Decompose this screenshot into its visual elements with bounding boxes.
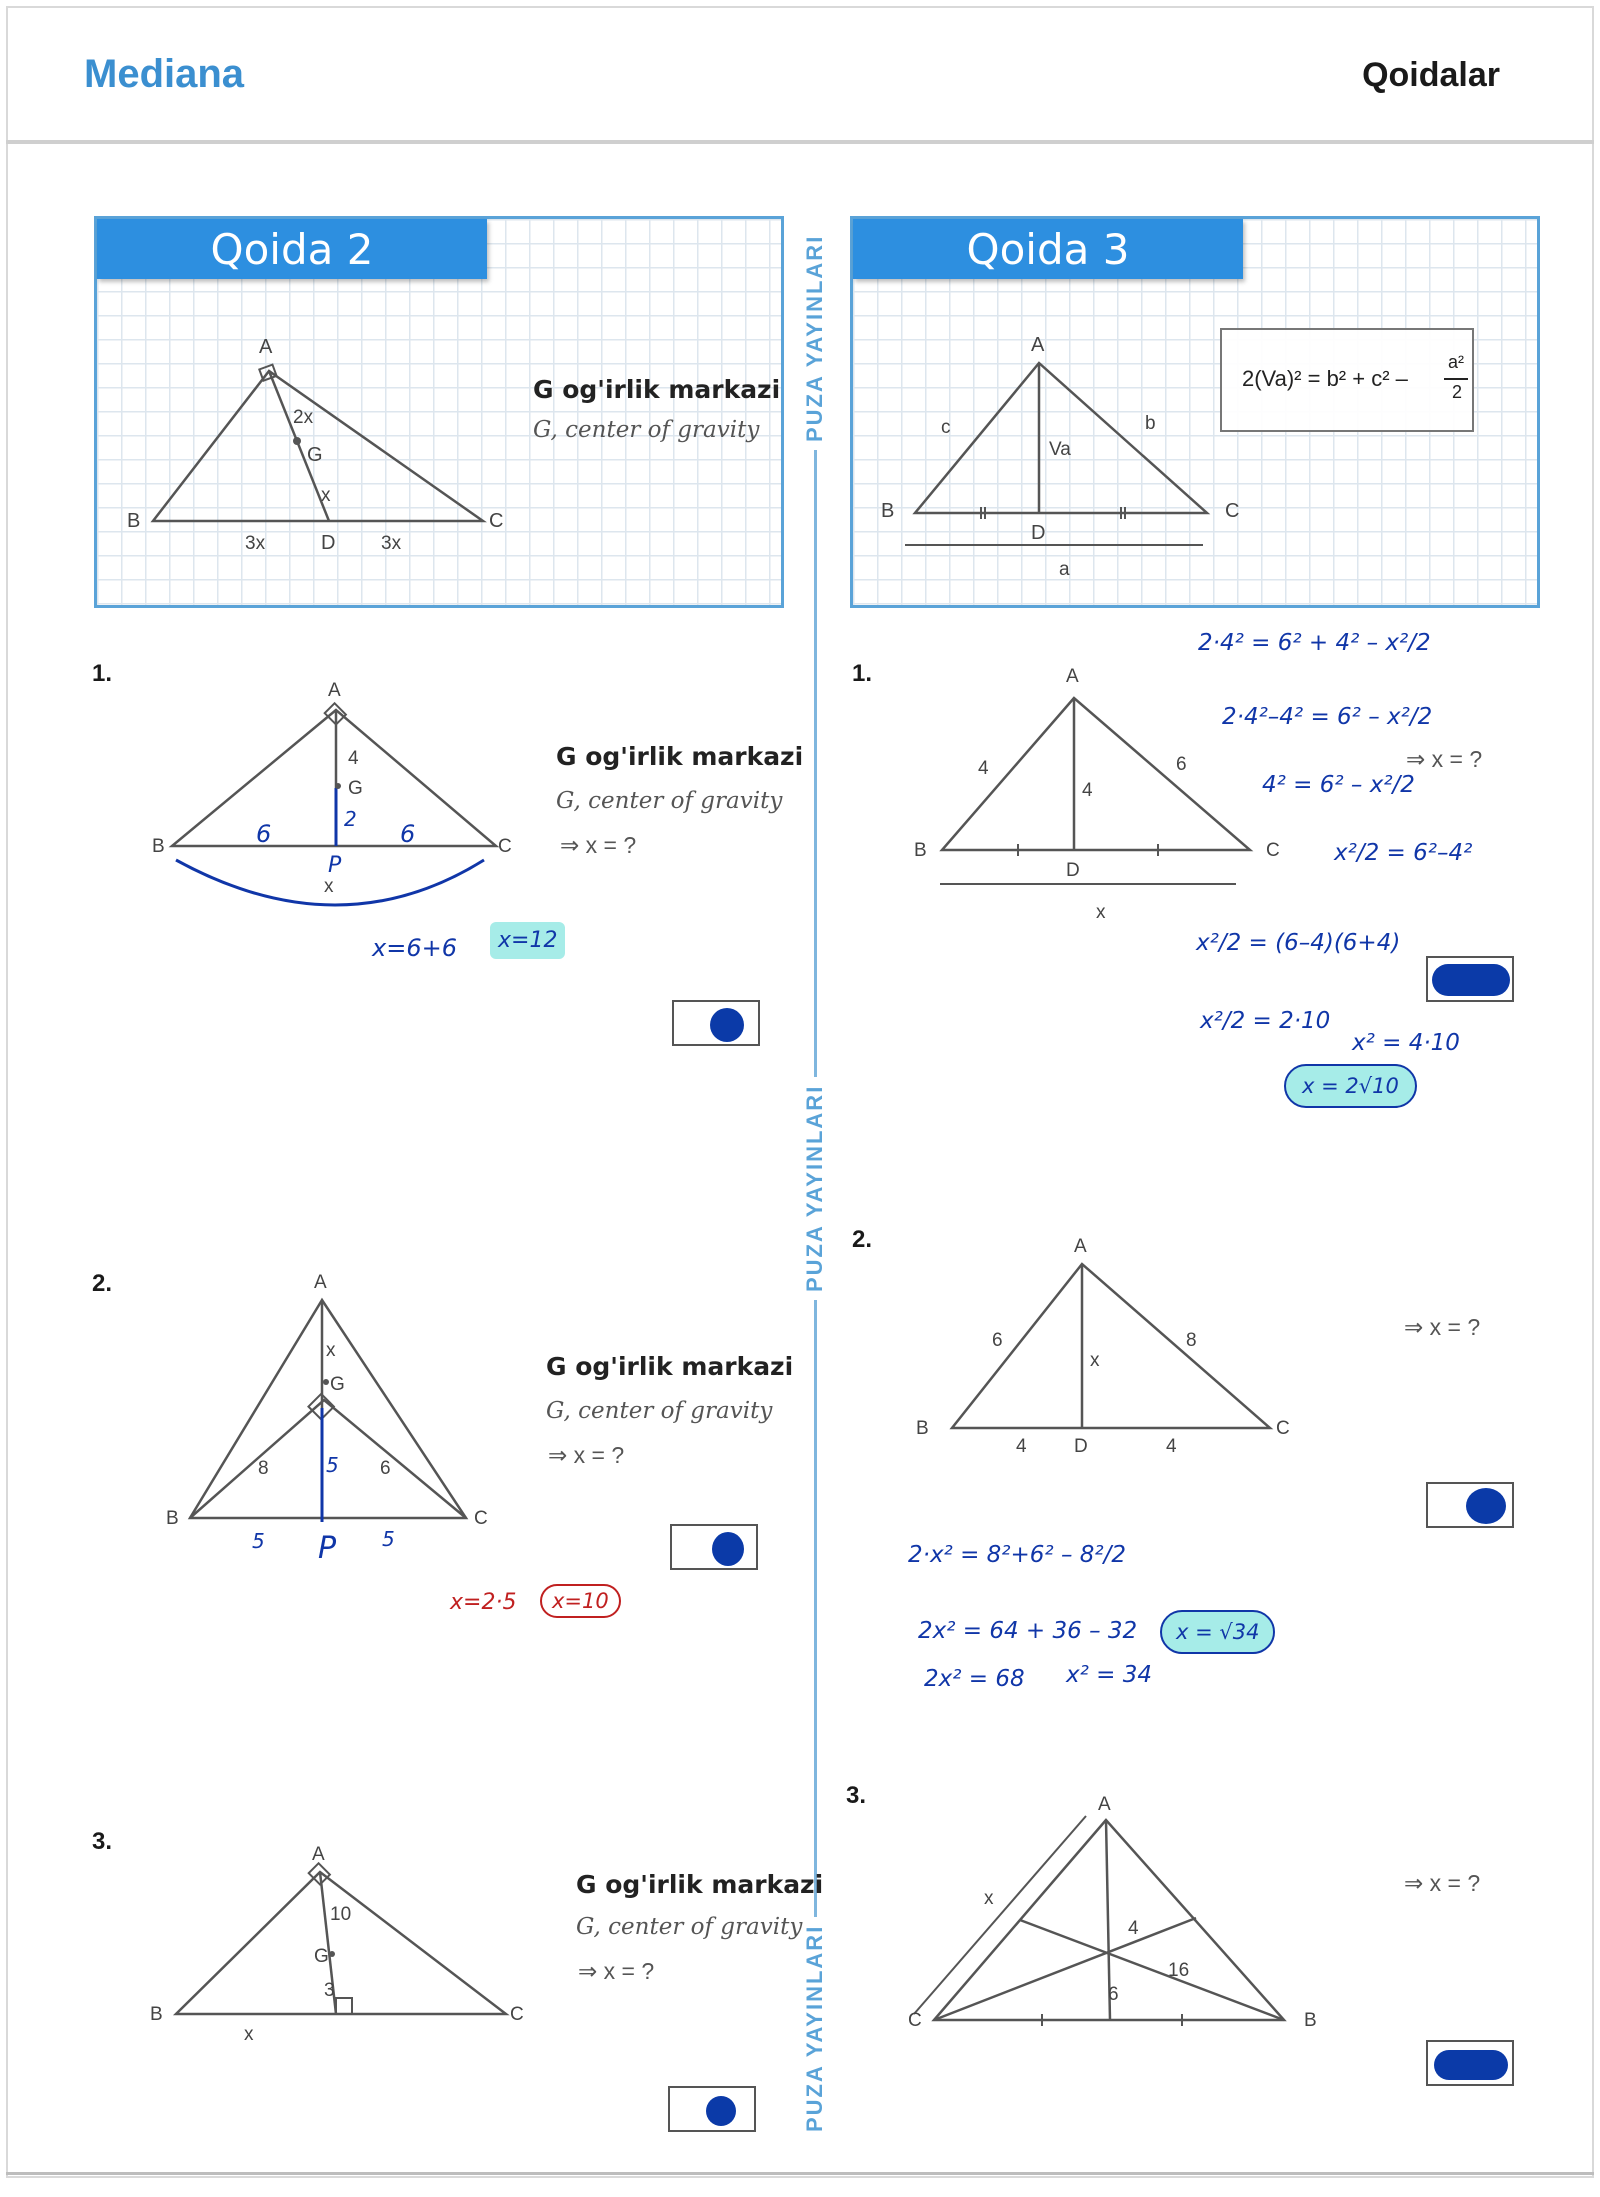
left-problem-3-vertex-a: A [312, 1844, 325, 1865]
right-problem-1-diagram [900, 650, 1300, 920]
left-problem-3-vertex-c: C [510, 2004, 524, 2025]
left-problem-2-answer-box[interactable] [670, 1524, 758, 1570]
rule-2-label: G og'irlik markazi [533, 375, 781, 404]
left-problem-3-mark-ag: 10 [330, 1904, 352, 1925]
left-problem-2-vertex-g: G [330, 1374, 345, 1395]
right-problem-2-mark-dc: 4 [1166, 1436, 1177, 1457]
right-problem-2-number: 2. [852, 1226, 873, 1253]
rule-2-mark-dc: 3x [381, 533, 402, 554]
right-problem-2-ask: ⇒ x = ? [1404, 1314, 1481, 1340]
left-problem-3-label-en: G, center of gravity [576, 1914, 803, 1940]
right-problem-1-work-1: 2·4² = 6² + 4² – x²/2 [1198, 630, 1431, 656]
left-problem-1-label-en: G, center of gravity [556, 788, 783, 814]
right-problem-2-vertex-b: B [916, 1418, 929, 1439]
left-problem-2-hw-p: P [318, 1531, 337, 1566]
right-problem-1-vertex-a: A [1066, 666, 1079, 687]
rule-3-vertex-a: A [1031, 334, 1045, 356]
left-problem-2-label-en: G, center of gravity [546, 1398, 773, 1424]
left-problem-3-label: G og'irlik markazi [576, 1870, 824, 1899]
rule-3-vertex-b: B [881, 500, 895, 522]
right-problem-1-vertex-c: C [1266, 840, 1280, 861]
left-problem-1-mark-ag: 4 [348, 748, 359, 769]
right-problem-1-answer-box[interactable] [1426, 956, 1514, 1002]
rule-3-formula [1220, 328, 1474, 432]
publisher-mark-middle: PUZA YAYINLARI [802, 1077, 828, 1300]
right-problem-1-ask: ⇒ x = ? [1406, 746, 1483, 772]
left-problem-1-hw-gp: 2 [344, 807, 357, 831]
right-problem-1-answer: x = 2√10 [1284, 1064, 1417, 1108]
rule-2-mark-ag: 2x [293, 407, 314, 428]
left-problem-1-vertex-c: C [498, 836, 512, 857]
rule-3-title: Qoida 3 [853, 219, 1243, 279]
left-problem-2-mark-right: 6 [380, 1458, 391, 1479]
right-problem-2-answer-box[interactable] [1426, 1482, 1514, 1528]
right-problem-3-ask: ⇒ x = ? [1404, 1870, 1481, 1896]
left-problem-1-label: G og'irlik markazi [556, 742, 804, 771]
rule-2-label-en: G, center of gravity [533, 417, 760, 443]
right-problem-3-vertex-c: C [908, 2010, 922, 2031]
right-problem-2-answer: x = √34 [1160, 1610, 1275, 1654]
rule-3-mark-c: c [941, 417, 951, 438]
rule-2-box [94, 216, 784, 608]
right-problem-1-mark-ac: 6 [1176, 754, 1187, 775]
rule-3-mark-va: Va [1049, 439, 1071, 460]
right-problem-1-work-4: x²/2 = 6²–4² [1334, 840, 1473, 866]
rule-2-vertex-c: C [489, 510, 504, 532]
left-problem-2-label: G og'irlik markazi [546, 1352, 794, 1381]
left-problem-1-hw-p: P [328, 853, 342, 878]
right-problem-2-mark-ac: 8 [1186, 1330, 1197, 1351]
right-problem-1-mark-x: x [1096, 902, 1106, 920]
left-problem-1-number: 1. [92, 660, 113, 687]
left-problem-2-ask: ⇒ x = ? [548, 1442, 625, 1468]
left-problem-2-hw-answer: x=10 [540, 1584, 621, 1618]
left-problem-1-ask: ⇒ x = ? [560, 832, 637, 858]
rule-3-formula-text: 2(Va)² = b² + c² – [1242, 366, 1408, 391]
page-title: Mediana [84, 52, 245, 96]
right-problem-3-diagram [900, 1790, 1320, 2050]
right-problem-2-vertex-a: A [1074, 1236, 1087, 1257]
rule-3-vertex-d: D [1031, 522, 1046, 544]
left-problem-1-hw-pc: 6 [400, 820, 416, 848]
left-problem-1-answer-box[interactable] [672, 1000, 760, 1046]
left-problem-2-hw-eq: x=2·5 [450, 1590, 517, 1615]
right-problem-1-mark-ad: 4 [1082, 780, 1093, 801]
right-problem-3-vertex-b: B [1304, 2010, 1317, 2031]
section-title: Qoidalar [1362, 56, 1500, 94]
left-problem-3-answer-box[interactable] [668, 2086, 756, 2132]
right-problem-2-work-3: 2x² = 68 [924, 1666, 1025, 1692]
rule-2-diagram [97, 219, 787, 611]
left-problem-3-diagram [140, 1820, 740, 2080]
rule-3-formula-den: 2 [1452, 382, 1463, 402]
left-problem-1-vertex-a: A [328, 680, 341, 701]
right-problem-2-mark-ab: 6 [992, 1330, 1003, 1351]
right-problem-2-work-1: 2·x² = 8²+6² – 8²/2 [908, 1542, 1127, 1568]
right-problem-2-vertex-c: C [1276, 1418, 1290, 1439]
rule-3-formula-num: a² [1448, 352, 1465, 372]
publisher-mark-bottom: PUZA YAYINLARI [802, 1917, 828, 2140]
rule-3-mark-b: b [1145, 413, 1156, 434]
left-problem-2-number: 2. [92, 1270, 113, 1297]
rule-2-vertex-a: A [259, 336, 273, 358]
right-problem-2-vertex-d: D [1074, 1436, 1088, 1457]
rule-3-mark-a: a [1059, 559, 1070, 580]
right-problem-1-work-5: x²/2 = (6–4)(6+4) [1196, 930, 1401, 956]
left-problem-2-vertex-b: B [166, 1508, 179, 1529]
right-problem-1-work-2: 2·4²–4² = 6² – x²/2 [1222, 704, 1433, 730]
left-problem-2-hw-bp: 5 [252, 1529, 265, 1553]
left-problem-3-mark-x: x [244, 2024, 254, 2045]
left-problem-2-hw-gp: 5 [326, 1453, 339, 1477]
right-problem-1-vertex-b: B [914, 840, 927, 861]
rule-2-vertex-b: B [127, 510, 141, 532]
left-problem-2-vertex-a: A [314, 1272, 327, 1293]
left-problem-3-vertex-g: G [314, 1946, 329, 1967]
left-problem-2-vertex-c: C [474, 1508, 488, 1529]
right-problem-1-work-3: 4² = 6² – x²/2 [1262, 772, 1415, 798]
right-problem-2-mark-bd: 4 [1016, 1436, 1027, 1457]
right-problem-3-mark-x: x [984, 1888, 994, 1909]
left-problem-3-ask: ⇒ x = ? [578, 1958, 655, 1984]
rule-2-mark-bd: 3x [245, 533, 266, 554]
right-problem-2-mark-x: x [1090, 1350, 1100, 1371]
right-problem-3-mark-m1: 4 [1128, 1918, 1139, 1939]
rule-3-formula-bar [1444, 378, 1468, 380]
rule-3-vertex-c: C [1225, 500, 1240, 522]
left-problem-3-vertex-b: B [150, 2004, 163, 2025]
rule-2-vertex-g: G [307, 444, 323, 466]
right-problem-1-work-7: x² = 4·10 [1352, 1030, 1460, 1056]
left-problem-1-vertex-g: G [348, 778, 363, 799]
rule-2-title: Qoida 2 [97, 219, 487, 279]
publisher-mark-top: PUZA YAYINLARI [802, 227, 828, 450]
left-problem-1-hw-bp: 6 [256, 820, 272, 848]
rule-2-mark-gd: x [321, 485, 331, 506]
right-problem-3-vertex-a: A [1098, 1794, 1111, 1815]
right-problem-1-number: 1. [852, 660, 873, 687]
right-problem-2-diagram [900, 1230, 1320, 1470]
left-problem-2-hw-pc: 5 [382, 1527, 395, 1551]
right-problem-3-mark-m3: 6 [1108, 1984, 1119, 2005]
right-problem-3-answer-box[interactable] [1426, 2040, 1514, 2086]
right-problem-2-work-2: 2x² = 64 + 36 – 32 [918, 1618, 1138, 1644]
left-problem-1-hw-eq: x=6+6 [372, 934, 457, 962]
right-problem-3-mark-m2: 16 [1168, 1960, 1190, 1981]
right-problem-2-work-4: x² = 34 [1066, 1662, 1152, 1688]
rule-2-vertex-d: D [321, 532, 336, 554]
footer-divider [6, 2172, 1594, 2175]
left-problem-1-mark-x: x [324, 876, 334, 897]
left-problem-1-vertex-b: B [152, 836, 165, 857]
right-problem-1-mark-ab: 4 [978, 758, 989, 779]
left-problem-2-mark-x: x [326, 1340, 336, 1361]
right-problem-1-work-6: x²/2 = 2·10 [1200, 1008, 1331, 1034]
left-problem-2-mark-left: 8 [258, 1458, 269, 1479]
right-problem-3-number: 3. [846, 1782, 867, 1809]
right-problem-1-vertex-d: D [1066, 860, 1080, 881]
left-problem-1-hw-answer: x=12 [490, 922, 565, 959]
header-divider [6, 140, 1594, 144]
left-problem-3-mark-gh: 3 [324, 1980, 335, 2001]
left-problem-3-number: 3. [92, 1828, 113, 1855]
